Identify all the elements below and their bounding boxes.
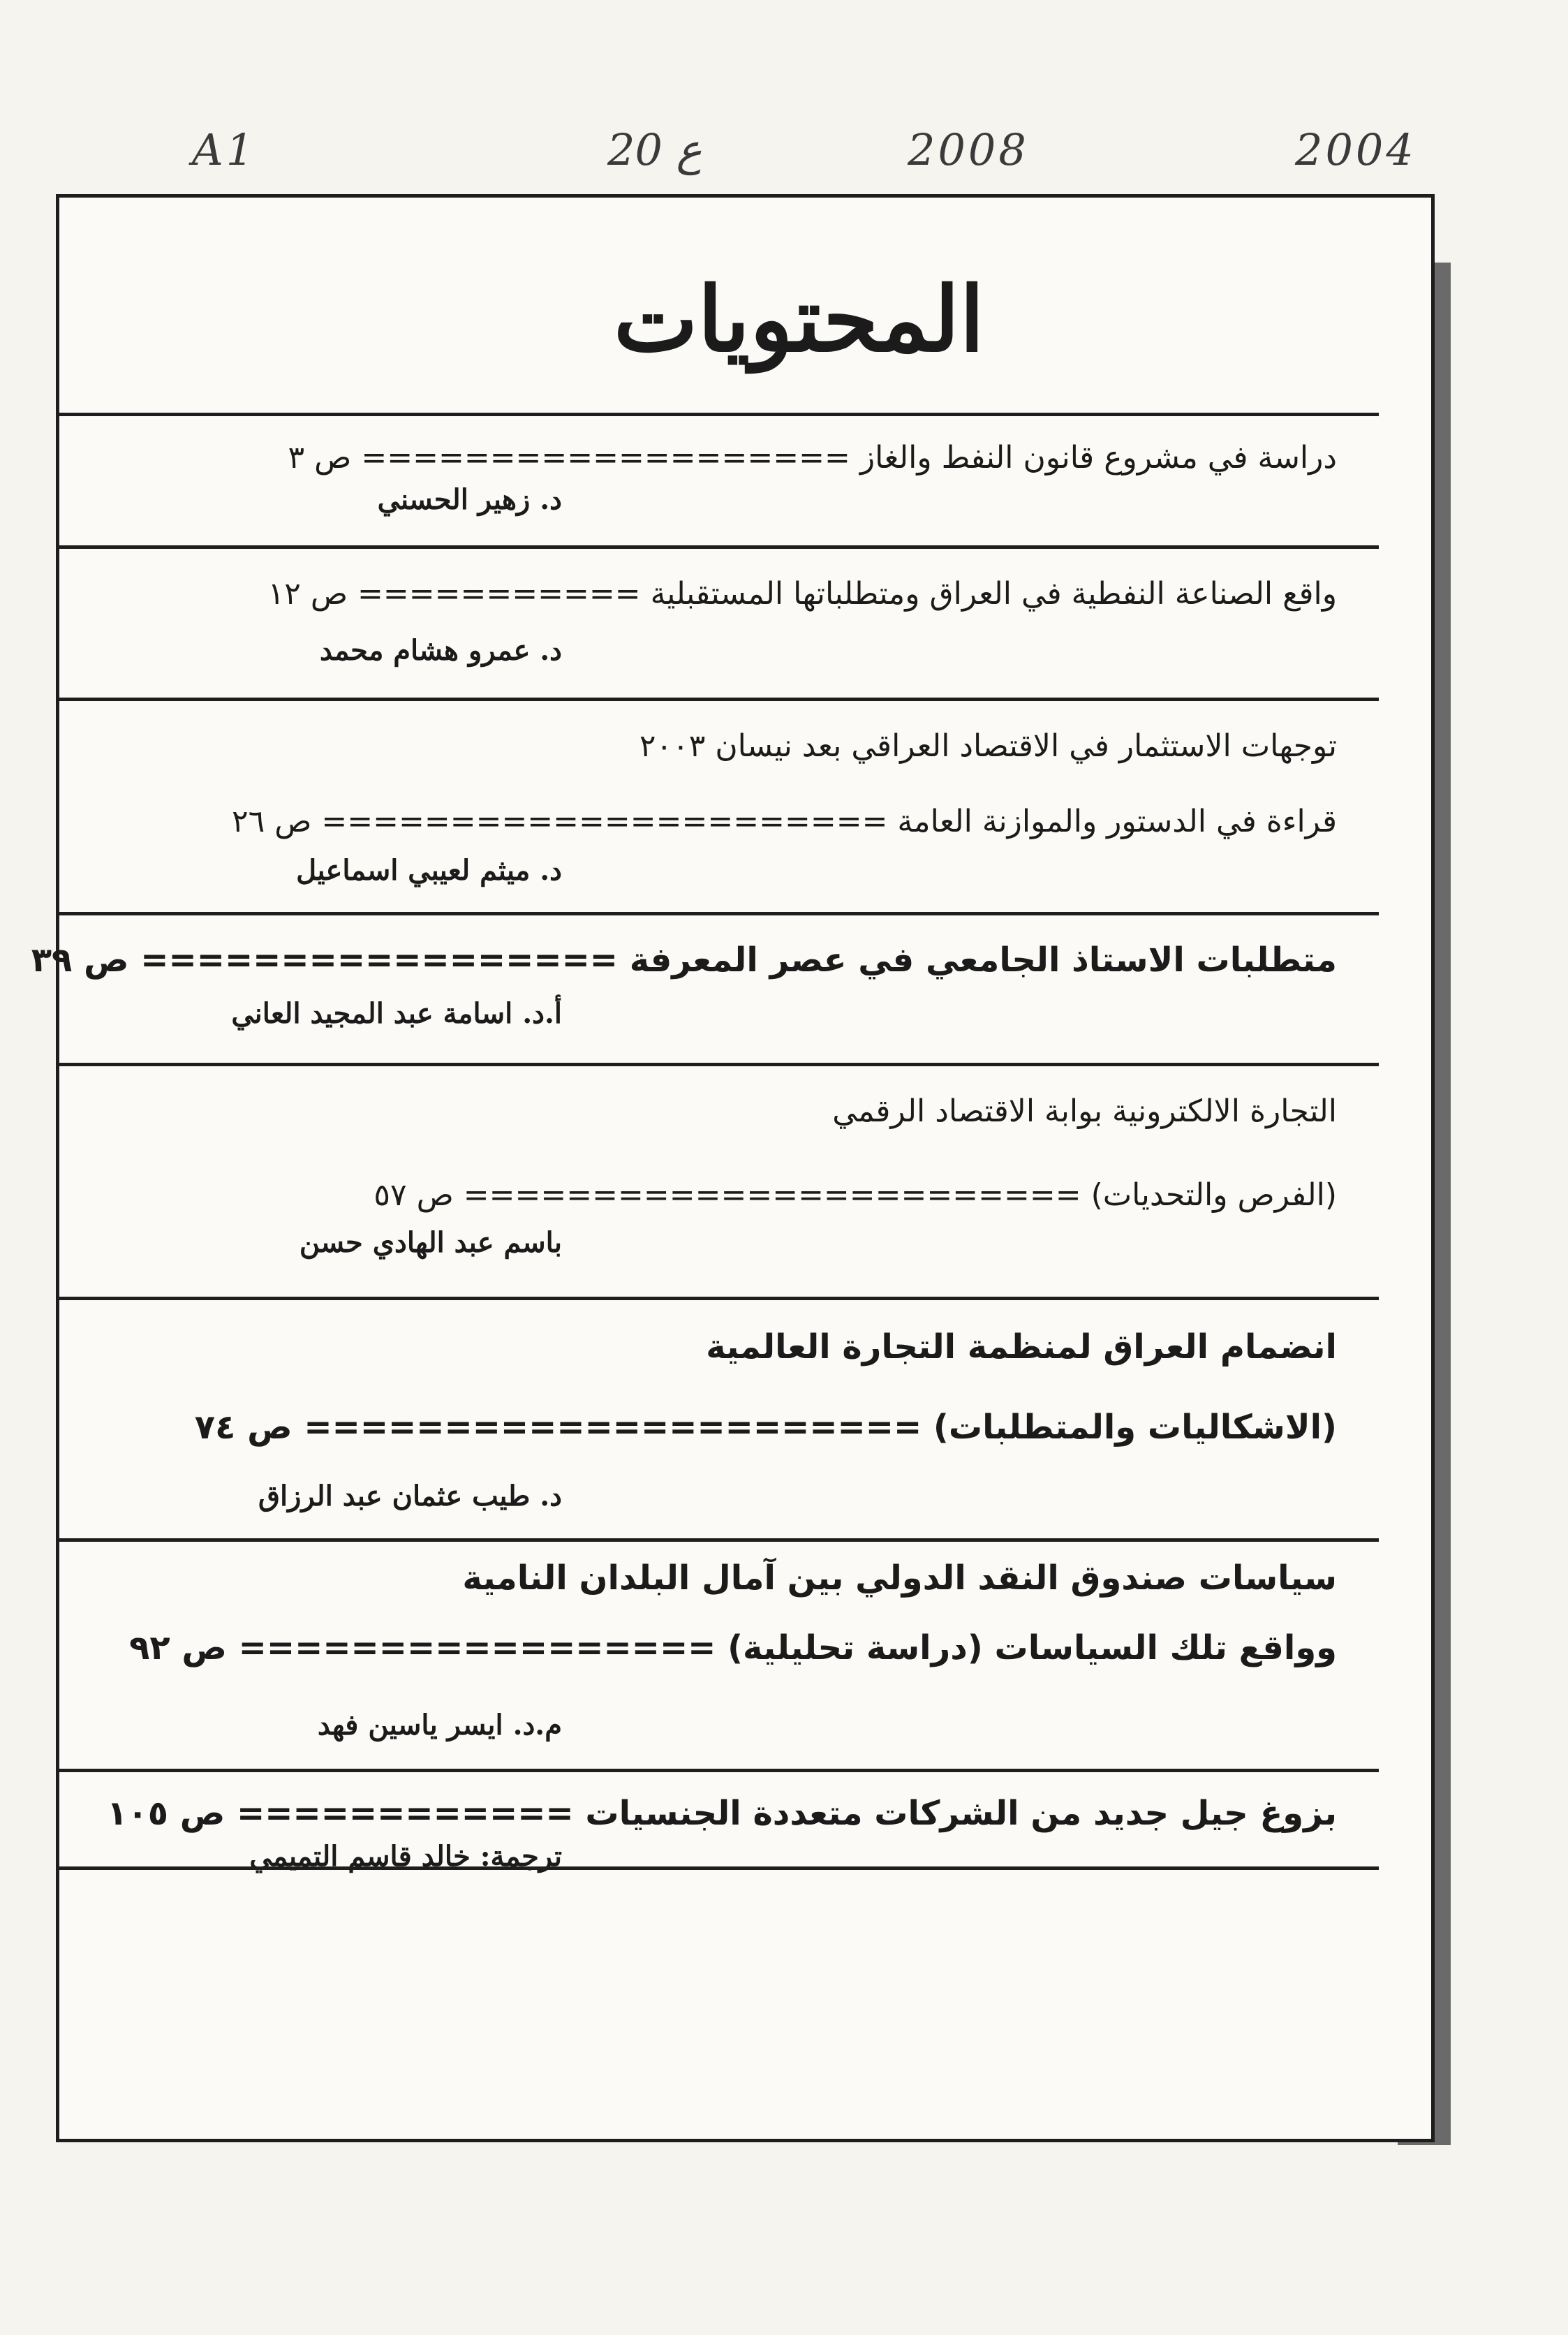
toc-author: د. زهير الحسني	[377, 483, 562, 516]
toc-line: دراسة في مشروع قانون النفط والغاز =================== ص ٣	[288, 440, 1337, 476]
contents-frame	[31, 194, 1435, 2142]
toc-entry	[59, 698, 1379, 912]
toc-author: م.د. ايسر ياسين فهد	[317, 1709, 562, 1741]
handwritten-mark: 2008	[908, 124, 1029, 175]
toc-author: د. ميثم لعيبي اسماعيل	[296, 854, 562, 887]
toc-line: التجارة الالكترونية بوابة الاقتصاد الرقمي	[832, 1093, 1337, 1129]
toc-author: د. طيب عثمان عبد الرزاق	[258, 1480, 562, 1512]
handwritten-mark: 20 ع	[607, 124, 702, 175]
toc-line: قراءة في الدستور والموازنة العامة ====================== ص ٢٦	[231, 804, 1337, 839]
handwritten-mark: A1	[192, 124, 257, 175]
toc-author: باسم عبد الهادي حسن	[299, 1226, 562, 1259]
toc-entry	[59, 1538, 1379, 1769]
toc-entry	[59, 1769, 1379, 1873]
toc-line: وواقع تلك السياسات (دراسة تحليلية) ================= ص ٩٢	[129, 1628, 1337, 1667]
toc-line: متطلبات الاستاذ الجامعي في عصر المعرفة ================= ص ٣٩	[31, 941, 1337, 980]
toc-line: (الفرص والتحديات) ======================== ص ٥٧	[373, 1177, 1337, 1213]
toc-line: سياسات صندوق النقد الدولي بين آمال البلدان النامية	[462, 1559, 1337, 1598]
toc-author: أ.د. اسامة عبد المجيد العاني	[231, 997, 562, 1030]
toc-line: (الاشكاليات والمتطلبات) ====================== ص ٧٤	[194, 1408, 1337, 1447]
toc-author: ترجمة: خالد قاسم التميمي	[249, 1840, 562, 1873]
toc-line: انضمام العراق لمنظمة التجارة العالمية	[706, 1327, 1337, 1367]
separator-line	[59, 1866, 1379, 1873]
toc-line: واقع الصناعة النفطية في العراق ومتطلباتها المستقبلية =========== ص ١٢	[267, 576, 1337, 612]
handwritten-mark: 2004	[1295, 124, 1417, 175]
toc-entry	[59, 413, 1379, 545]
toc-entry	[31, 912, 1379, 1063]
toc-author: د. عمرو هشام محمد	[320, 634, 562, 667]
page-title: المحتويات	[613, 267, 984, 372]
toc-entry	[59, 1063, 1379, 1297]
toc-line: بزوغ جيل جديد من الشركات متعددة الجنسيات ============ ص ١٠٥	[107, 1794, 1337, 1833]
toc-entry	[59, 1297, 1379, 1538]
toc-entry	[59, 545, 1379, 698]
toc-line: توجهات الاستثمار في الاقتصاد العراقي بعد نيسان ٢٠٠٣	[639, 728, 1337, 764]
